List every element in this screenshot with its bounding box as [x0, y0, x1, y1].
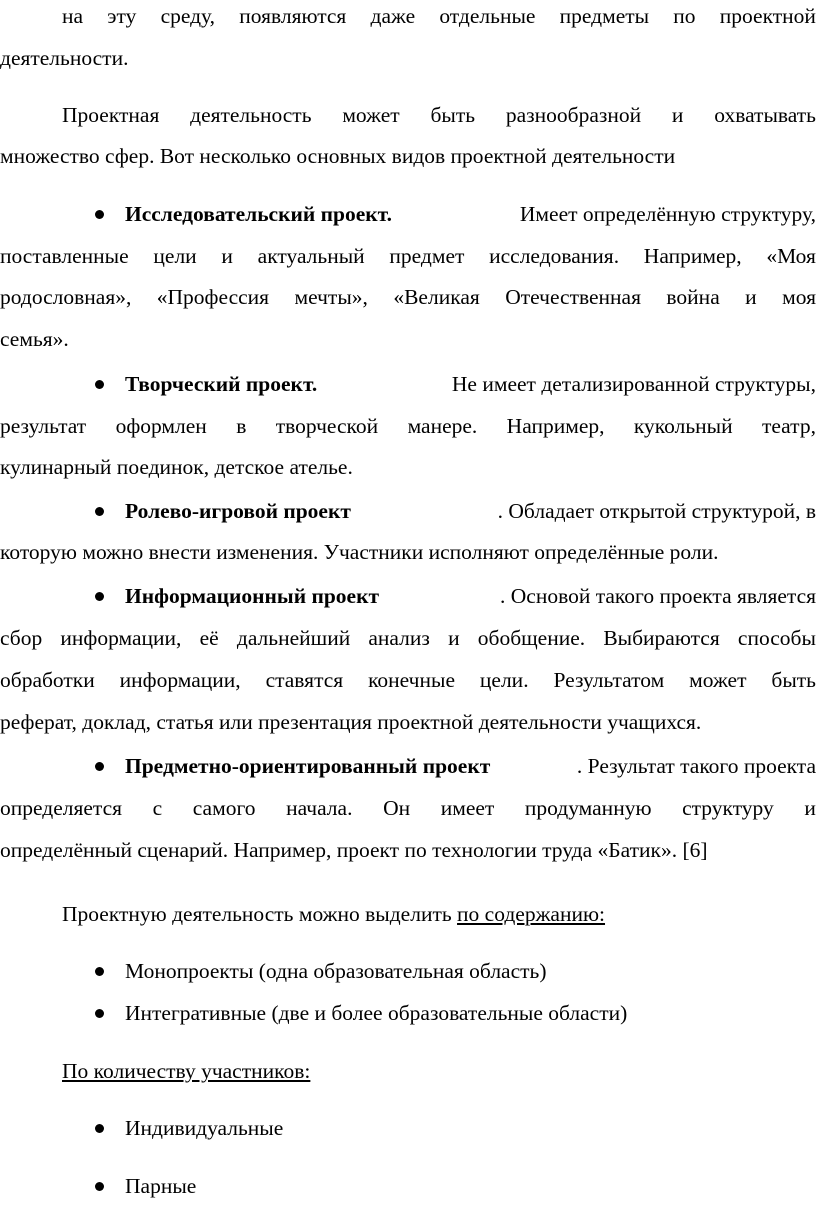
word: актуальный [257, 244, 365, 268]
list-item: Интегративные (две и более образовательные области) [125, 1001, 628, 1025]
word: кукольный [633, 414, 733, 438]
list-item: Монопроекты (одна образовательная область) [125, 959, 547, 983]
word: проектной [719, 4, 816, 28]
section-heading: по содержанию: [457, 902, 606, 926]
text-line [0, 283, 816, 311]
project-type-title: Ролево-игровой проект [125, 499, 351, 523]
project-type-title: Предметно-ориентированный проект [125, 754, 491, 778]
word: «Великая [393, 285, 480, 309]
word: быть [771, 668, 816, 692]
word: может [342, 103, 400, 127]
bullet-icon [95, 1182, 104, 1191]
word: отдельные [439, 4, 536, 28]
text-line [0, 624, 816, 652]
bullet-icon [95, 210, 104, 219]
word: на [62, 4, 84, 28]
word: эту [107, 4, 137, 28]
word: и [448, 626, 460, 650]
list-item-title-line [125, 582, 816, 610]
text-segment: Имеет определённую структуру, [519, 202, 816, 226]
word: Например, [506, 414, 605, 438]
word: её [199, 626, 219, 650]
word: театр, [761, 414, 816, 438]
word: структуру [682, 796, 774, 820]
word: предмет [389, 244, 465, 268]
word: оформлен [115, 414, 207, 438]
list-item-title-line [125, 497, 816, 525]
text-segment: Не имеет детализированной структуры, [451, 372, 816, 396]
word: имеет [440, 796, 495, 820]
word: творческой [275, 414, 379, 438]
word: информации, [60, 626, 182, 650]
text-line [0, 666, 816, 694]
text-line: множество сфер. Вот несколько основных видов проектной деятельности [0, 144, 676, 168]
bullet-icon [95, 380, 104, 389]
text-line: определённый сценарий. Например, проект по технологии труда «Батик». [6] [0, 838, 708, 862]
text-line: семья». [0, 327, 69, 351]
word: информации, [119, 668, 241, 692]
word: и [671, 103, 684, 127]
word: Например, [643, 244, 742, 268]
project-type-title: Информационный проект [125, 584, 380, 608]
word: Он [383, 796, 411, 820]
word: дальнейший [236, 626, 351, 650]
list-item: Парные [125, 1174, 197, 1198]
word: анализ [368, 626, 430, 650]
word: Отечественная [505, 285, 641, 309]
word: появляются [239, 4, 347, 28]
text-line: которую можно внести изменения. Участники исполняют определённые роли. [0, 540, 719, 564]
word: обработки [0, 668, 95, 692]
word: даже [370, 4, 416, 28]
text-segment: . Результат такого проекта [576, 754, 816, 778]
bullet-icon [95, 507, 104, 516]
list-item-title-line [125, 370, 816, 398]
project-type-title: Творческий проект. [125, 372, 318, 396]
section-heading: По количеству участников: [62, 1059, 311, 1083]
word: мечты», [294, 285, 368, 309]
word: исследования. [489, 244, 620, 268]
word: Результатом [553, 668, 665, 692]
project-type-title: Исследовательский проект. [125, 202, 392, 226]
word: способы [737, 626, 816, 650]
word: поставленные [0, 244, 129, 268]
text-line [0, 794, 816, 822]
word: деятельность [190, 103, 312, 127]
word: определяется [0, 796, 122, 820]
word: и [804, 796, 816, 820]
word: цели. [479, 668, 529, 692]
word: Выбираются [603, 626, 720, 650]
word: может [689, 668, 747, 692]
word: сбор [0, 626, 43, 650]
bullet-icon [95, 762, 104, 771]
bullet-icon [95, 1124, 104, 1133]
word: моя [782, 285, 816, 309]
title-group [125, 497, 351, 525]
word: война [666, 285, 720, 309]
word: «Моя [766, 244, 816, 268]
word: родословная», [0, 285, 132, 309]
word: конечные [368, 668, 455, 692]
word: разнообразной [505, 103, 642, 127]
word: начала. [286, 796, 353, 820]
word: ставятся [265, 668, 344, 692]
text-line [62, 2, 816, 30]
word: Проектная [62, 103, 160, 127]
text-line [62, 101, 816, 129]
text-segment: . Обладает открытой структурой, в [497, 499, 816, 523]
word: и [745, 285, 757, 309]
list-item-title-line [125, 200, 816, 228]
bullet-icon [95, 967, 104, 976]
word: обобщение. [477, 626, 586, 650]
word: «Профессия [156, 285, 270, 309]
bullet-icon [95, 592, 104, 601]
word: результат [0, 414, 87, 438]
word: предметы [559, 4, 650, 28]
text-line: реферат, доклад, статья или презентация проектной деятельности учащихся. [0, 710, 702, 734]
text-segment: . Основой такого проекта является [500, 584, 816, 608]
section-lead [62, 900, 816, 928]
word: и [221, 244, 233, 268]
list-item-title-line [125, 752, 816, 780]
word: с [152, 796, 163, 820]
text-line [0, 412, 816, 440]
word: охватывать [714, 103, 816, 127]
bullet-icon [95, 1009, 104, 1018]
word: манере. [407, 414, 478, 438]
word: самого [192, 796, 256, 820]
word: быть [430, 103, 476, 127]
word: среду, [160, 4, 216, 28]
text-line: кулинарный поединок, детское ателье. [0, 455, 353, 479]
word: по [673, 4, 696, 28]
word: в [236, 414, 247, 438]
word: цели [153, 244, 197, 268]
word: продуманную [524, 796, 652, 820]
text-line: деятельности. [0, 46, 129, 70]
list-item: Индивидуальные [125, 1116, 284, 1140]
text-line [0, 242, 816, 270]
section-lead-text: Проектную деятельность можно выделить [62, 902, 458, 926]
